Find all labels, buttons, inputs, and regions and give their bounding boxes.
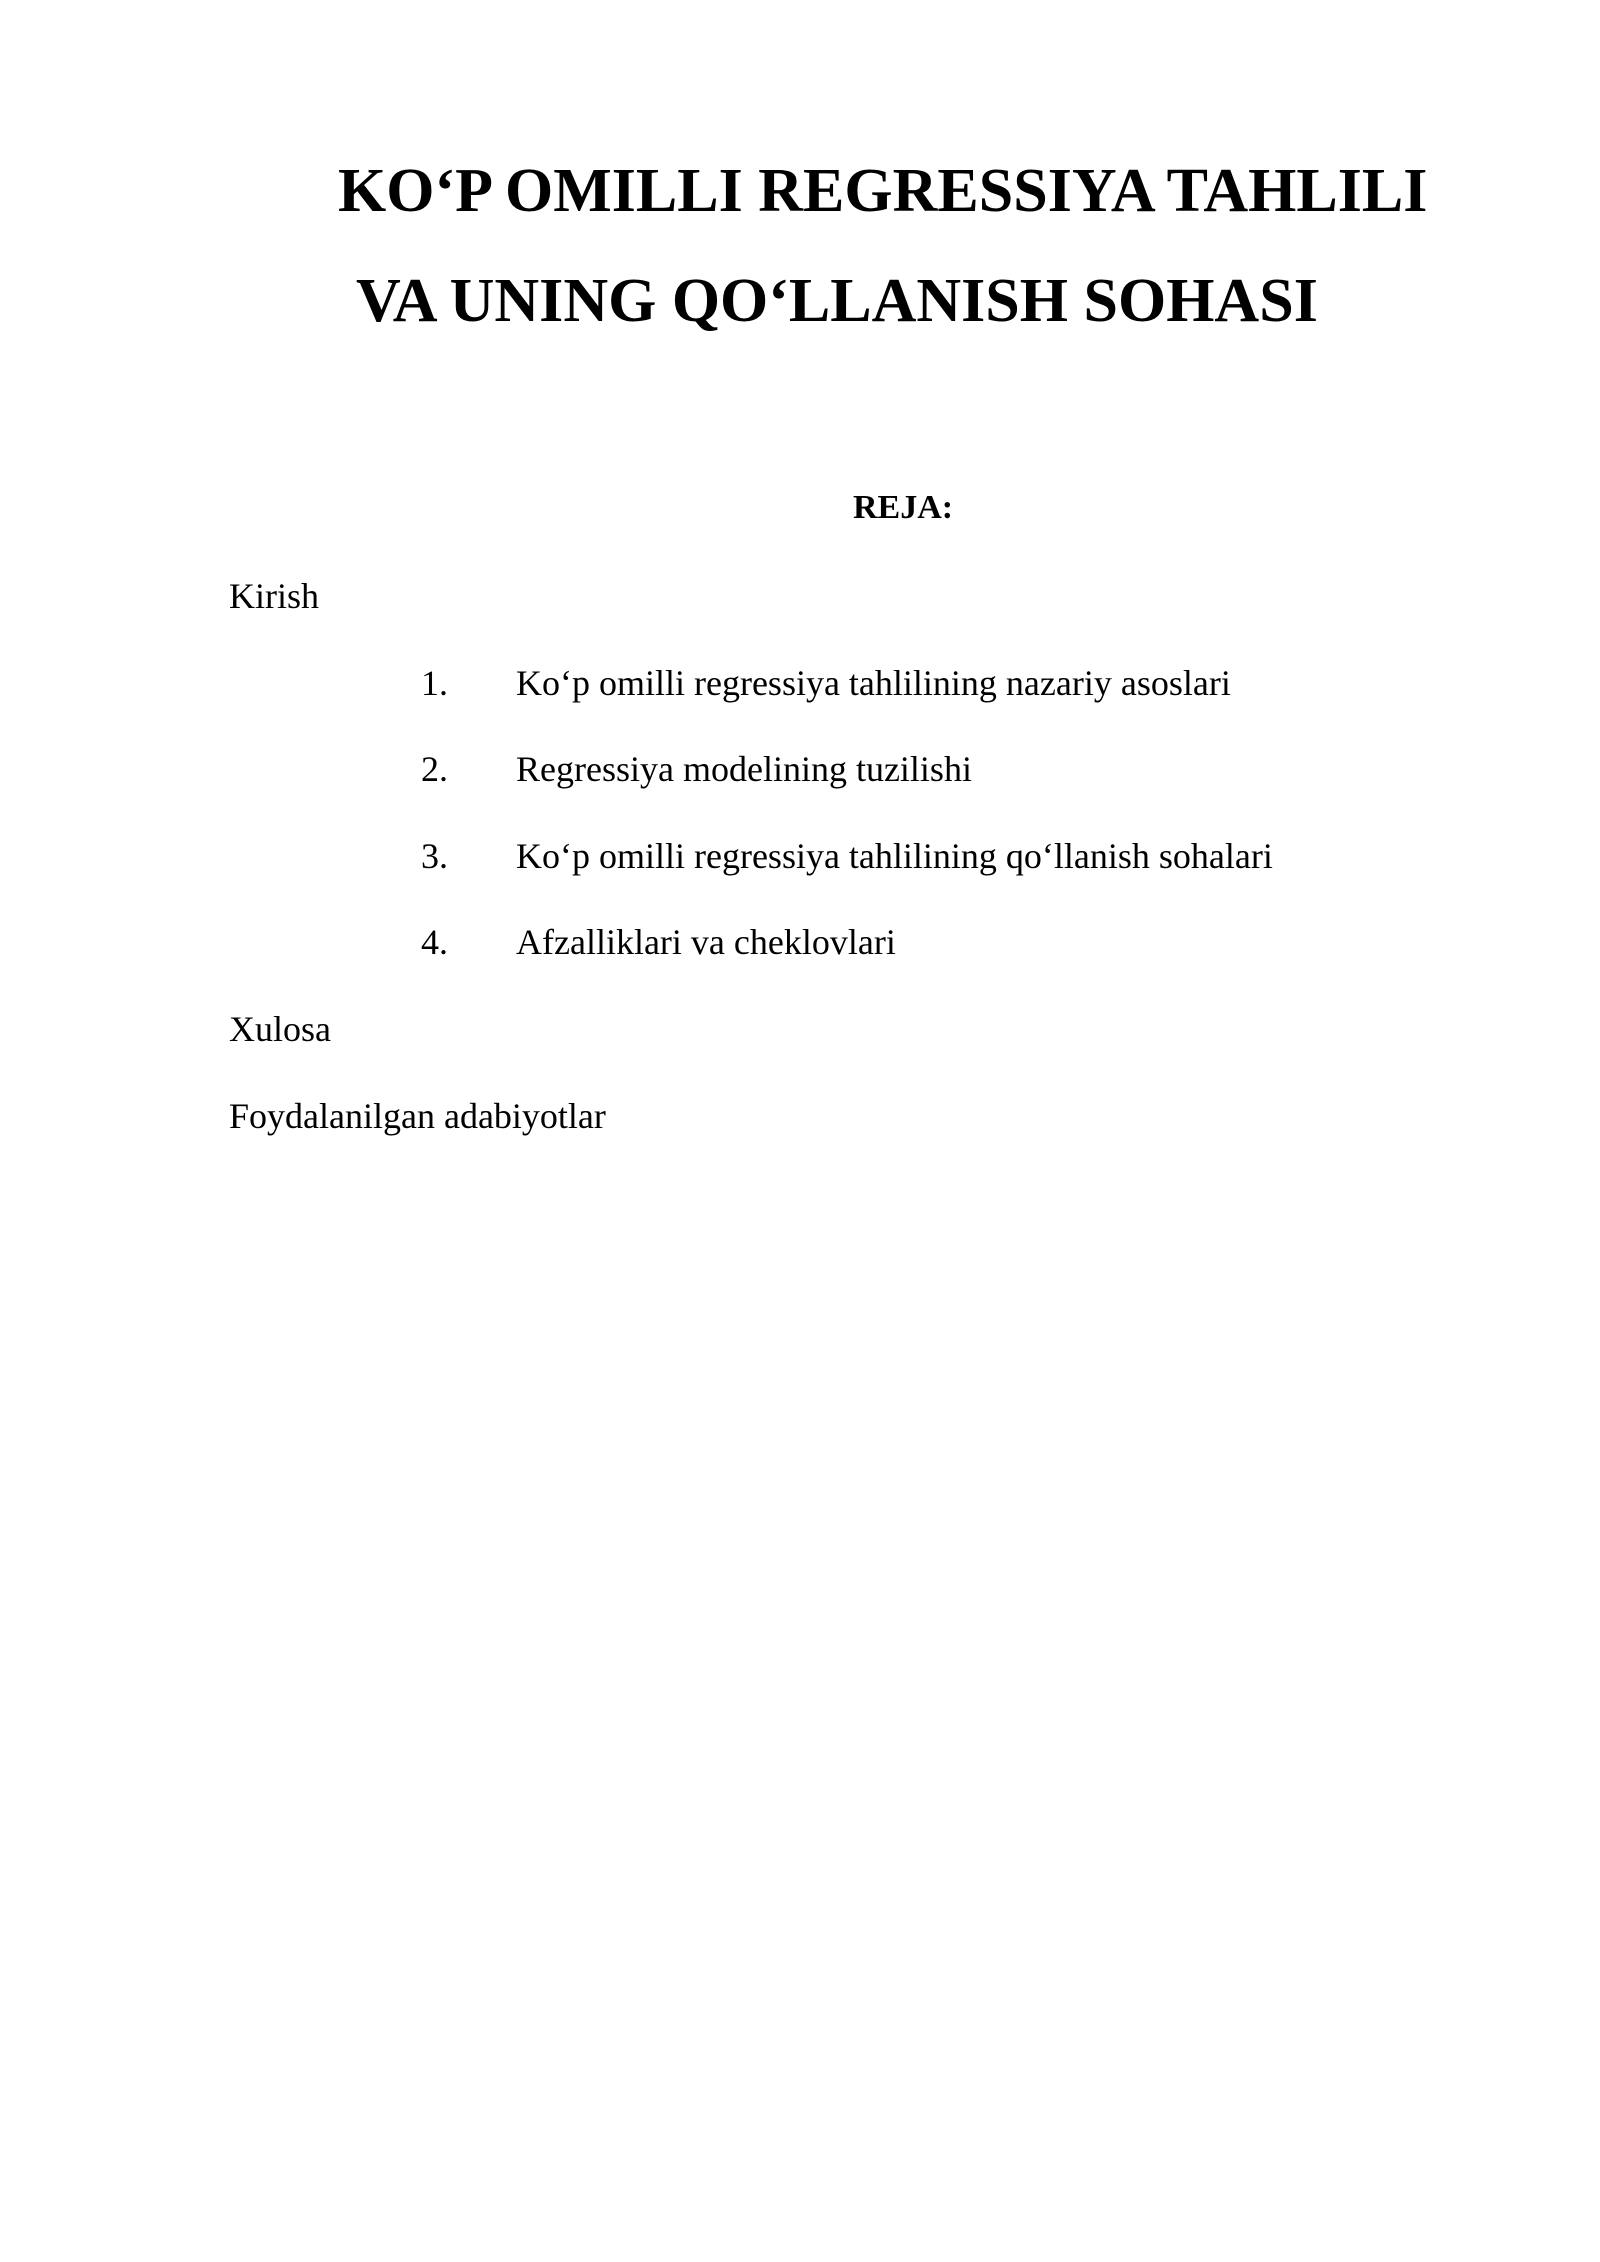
plan-list-item [0, 924, 1600, 968]
document-title-line-2: VA UNING QO‘LLANISH SOHASI [356, 267, 1318, 335]
plan-heading: REJA: [853, 489, 954, 526]
plan-references: Foydalanilgan adabiyotlar [229, 1096, 606, 1136]
plan-item-number: 4. [421, 922, 448, 962]
plan-list-item [0, 665, 1600, 709]
plan-item-number: 1. [421, 663, 448, 703]
plan-item-number: 2. [421, 749, 448, 789]
plan-list-item [0, 838, 1600, 882]
plan-item-label: Afzalliklari va cheklovlari [516, 922, 896, 962]
plan-item-number: 3. [421, 836, 448, 876]
plan-item-label: Ko‘p omilli regressiya tahlilining nazariy asoslari [516, 663, 1231, 703]
plan-intro: Kirish [229, 576, 319, 616]
plan-item-label: Ko‘p omilli regressiya tahlilining qo‘llanish sohalari [516, 836, 1273, 876]
plan-item-label: Regressiya modelining tuzilishi [516, 749, 972, 789]
plan-list-item [0, 751, 1600, 795]
plan-conclusion: Xulosa [229, 1009, 331, 1049]
document-title-line-1: KO‘P OMILLI REGRESSIYA TAHLILI [338, 157, 1428, 225]
